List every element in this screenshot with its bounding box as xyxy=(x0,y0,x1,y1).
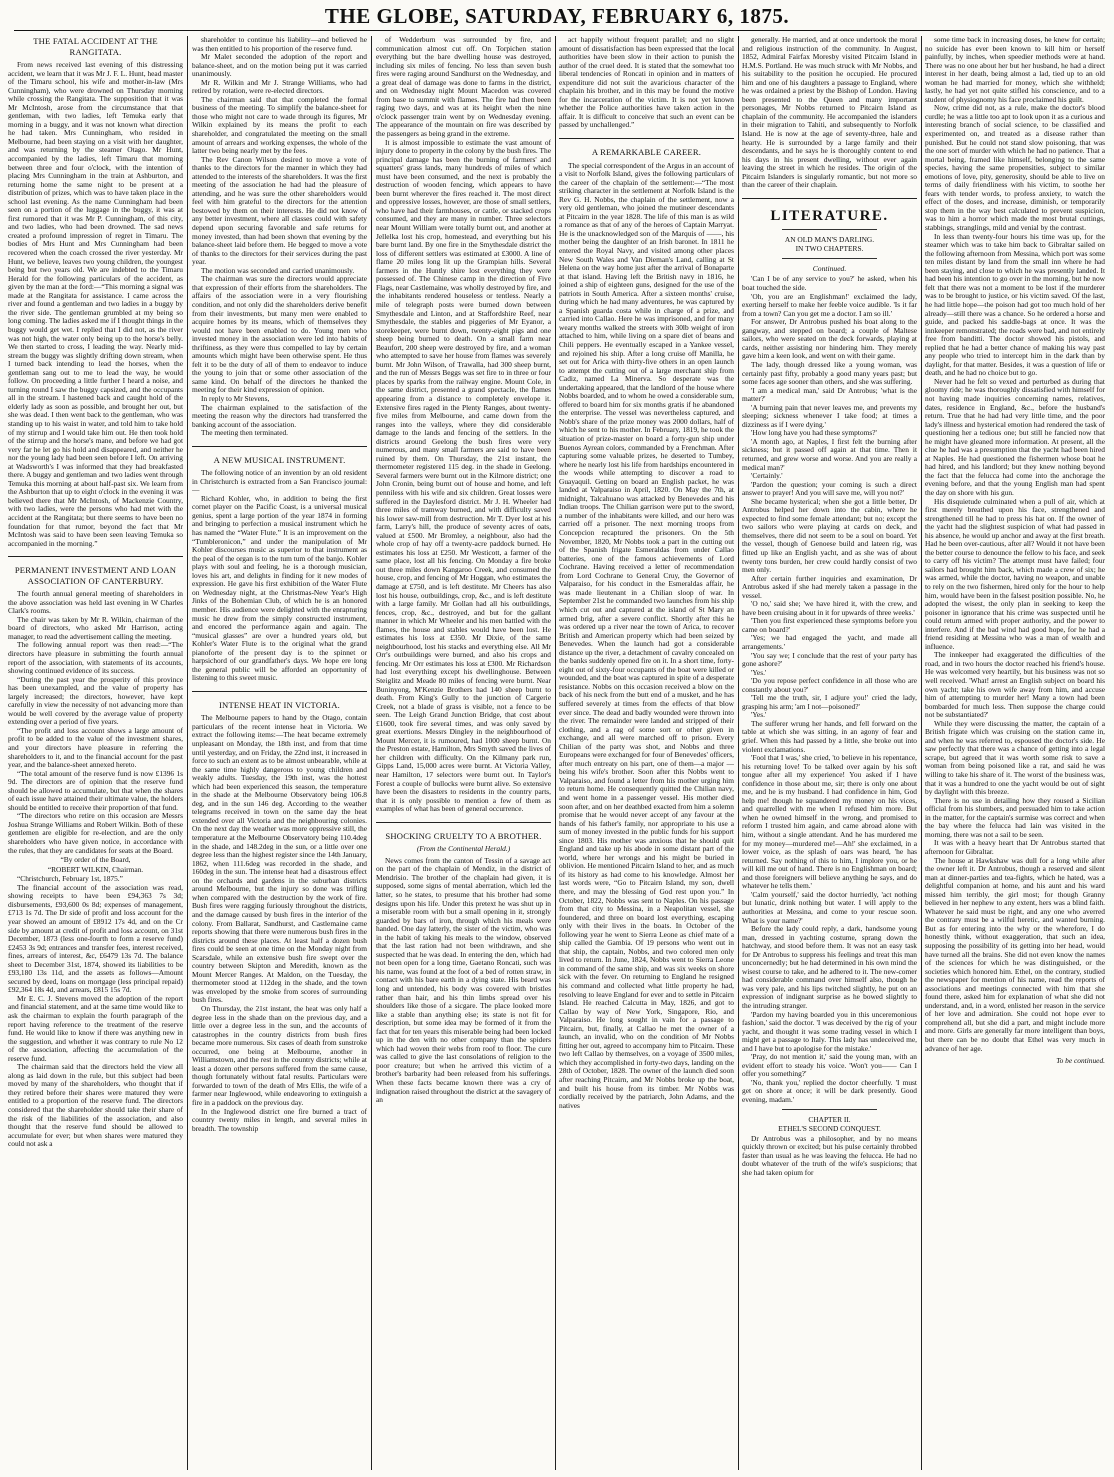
centered-line: “ROBERT WILKIN, Chairman. xyxy=(47,864,144,874)
article-paragraph: Mr Malet seconded the adoption of the report and balance-sheet, and on the motion being put it was carried unanimously. xyxy=(192,52,367,79)
article-paragraph: 'Tell me the truth, sir, I adjure you!' cried the lady, grasping his arm; 'am I not—poisoned?' xyxy=(742,693,917,711)
centered-line: IN TWO CHAPTERS. xyxy=(795,244,864,254)
section-divider xyxy=(8,556,183,557)
article-paragraph: 'A burning pain that never leaves me, and prevents my sleeping; sickness whenever I take food; at times a dizziness as if I were dying.' xyxy=(742,402,917,429)
section-divider xyxy=(376,822,551,823)
article-paragraph: 'Yes.' xyxy=(751,667,767,677)
centered-line: AN OLD MAN'S DARLING. xyxy=(784,234,875,244)
article-paragraph: The chairman explained to the satisfaction of the meeting the reason why the directors had transferred the banking account of the association. xyxy=(192,402,367,429)
column-4 xyxy=(559,36,734,1470)
continued-label: Continued. xyxy=(812,263,847,273)
article-paragraph: 'Oh, you are an Englishman!' exclaimed the lady, exerting herself to make her feeble voice audible. 'Is it far from a town? Can you get me a doctor. I am so ill.' xyxy=(742,291,917,318)
article-paragraph: It is almost impossible to estimate the vast amount of injury done to property in the colony by the bush fires. The principal damage has been the burning of farmers' and squatters' grass lands, many hundreds of miles of which must have been consumed, and the next is probably the destruction of wooden fencing, which appears to have been burnt wherever the fires reached it. The most direct and oppressive losses, however, are those of small settlers, who have had their farmhouses, or cattle, or stacked crops consumed, and they are many in number. Three selectors near Mount William were totally burnt out, and another at Jellelka lost his crop, homestead, and everything but his bare burnt land. By one fire in the Smythesdale district the loss of different settlers was estimated at £3000. A line of flame 20 miles long lit up the Grampian hills. Several farmers in the Huntly shire lost everything they were possessed of. The Chinese camp in the direction of Five Flags, near Castlemaine, was wholly destroyed by fire, and the inhabitants rendered houseless or tentless. Nearly a mile of telegraph posts were burned down between Smythesdale and Linton, and at Staffordshire Reef, near Smythesdale, the stables and piggeries of Mr Eyanor, a storekeeper, were burnt down, twenty-eight pigs and one sheep being burned to death. On a small farm near Beaufort, 200 sheep were destroyed by fire, and a woman who attempted to save her house from flames was severely burnt. Mr John Wilson, of Trawalla, had 300 sheep burnt, and the run of Messrs Beggs was set fire to in three or four places by sparks from the railway engine. Mount Cole, in the same district, presented a grand spectacle, the flames appearing from a distance to completely envelope it. Extensive fires raged in the Plenty Ranges, about twenty-five miles from Melbourne, and came down from the ranges into the valleys, where they did considerable damage to the lands and fencing of the settlers. In the districts around Geelong the bush fires were very numerous, and many small farmers are said to have been ruined by them. On Thursday, the 21st instant, the thermometer registered 115 deg. in the shade in Geelong. Several farmers were burnt out in the Kilmore district; one John Cronin, being burnt out of house and home, and left penniless with his wife and six children. Great losses were suffered in the Daylesford district. Mr J. H. Wheeler had three miles of tramway burned, and with difficulty saved his lower saw-mill from destruction. Mr T. Dyer lost at his farm, Larry's hill, the produce of seventy acres of oats, valued at £500. Mr Bromley, a neighbour, also had the whole crop of hay off a twenty-acre paddock burned. He estimates his loss at £250. Mr Westicott, a farmer of the same place, lost all his fencing. On Monday a fire broke out three miles down Kangaroo Creek, and consumed the house, crop, and fencing of Mr Hoggan, who estimates the damage at £750, and is left destitute. Mr Cheers has also lost his house, outbuildings, crop, &c., and is left destitute with a large family. Mr Gollan had all his outbuildings, fences, crop, &c., destroyed, and but for the gallant manner in which Mr Wheeler and his men battled with the flames, the house and stables would have been lost. He estimates his loss at £350. Mr Dixie, of the same neighbourhood, lost his stacks and everything else. All Mr Orr's outbuildings were burned, and also his crops and fencing. Mr Orr estimates his loss at £300. Mr Richardson had lost everything except his dwellinghouse. Between Steiglitz and Meade 80 miles of fencing were burnt. Near Buninyong, M'Kenzie Brothers had 140 sheep burnt to death. From King's Gully to the junction of Cargerie Creek, not a blade of grass is visible, not a fence to be seen. The Leigh Grand Junction Bridge, that cost about £1600, took fire several times, and was only saved by great exertions. Messrs Dingley in the neighbourhood of Mount Mercer, it is rumoured, had 1000 sheep burnt. On the Preston estate, Hamilton, Mrs Smyth saved the lives of her children with difficulty. On the Kilmany park run, Gipps Land, 15,000 acres were burnt. At Victoria Valley, near Hamilton, 17 selectors were burnt out. In Taylor's Forest a couple of bullocks were burnt alive. So extensive have been the disasters to residents in the country parts, that it is only possible to mention a few of them as examples of what has been of general occurrence. xyxy=(376,137,551,814)
article-paragraph: In reply to Mr Stevens, xyxy=(201,393,270,403)
article-paragraph: News comes from the canton of Tessin of a savage act on the part of the chaplain of Mendiz, in the district of Mendrisio. The brother of the chaplain had given, it is supposed, some signs of mental aberration, which led the latter, so he states, to presume that his brother had some designs upon his life. Under this pretext he was shut up in a miserable room with but a small opening in it, strongly guarded by bars of iron, through which his meals were handed. One day latterly, the sister of the victim, who was in the habit of taking his meals to the window, observed that the last ration had not been withdrawn, and she suspected that he was dead. In entering the den, which had not been open for a long time, Gaetano Roncati, such was his name, was found at the foot of a bed of rotten straw, in contact with his bare earth in a dying state. His beard was long and untended, his body was covered with bristles rather than hair, and his thin limbs spread over his shoulders like those of a sicgare. The place looked more like a stable than anything else; its state is not fit for description, but some idea may be formed of it from the fact that for ten years this miserable being had been locked up in the den with no other company than the spiders which had woven their webs from roof to floor. The cure was called to give the last consolations of religion to the poor creature; but when he arrived this victim of a brother's barbarity had been released from his sufferings. When these facts became known there was a cry of indignation raised throughout the district at the savagery of an xyxy=(376,855,551,1105)
article-paragraph: generally. He married, and at once undertook the moral and religious instruction of the community. In August, 1852, Admiral Fairfax Moresby visited Pitcairn Island in H.M.S. Portland. He was much struck with Mr Nobbs, and his suitability to the position he occupied. He procured him and one of his daughters a passage to England, where he was ordained a priest by the Bishop of London. Having been presented to the Queen and many important personages, Mr Nobbs returned to Pitcairn Island as chaplain of the community. He accompanied the islanders in their migration to Tahiti, and subsequently to Norfolk Island. He is now at the age of seventy-three, hale and hearty. He is surrounded by a large family and their descendants, and he says he is thoroughly content to end his days in his present dwelling, without ever again leaving the street in which he resides. The origin of the Pitcairn Islanders is singularly romantic, but not more so than the career of their chaplain. xyxy=(742,36,917,190)
article-paragraph: “The profit and loss account shows a large amount of profit to be added to the value of the investment shares, and your directors have pleasure in referring the shareholders to it, and to the financial account for the past year, and the balance-sheet annexed hereto. xyxy=(8,725,183,770)
column-1 xyxy=(8,36,183,1470)
article-paragraph: In the Inglewood district one fire burned a tract of country twenty miles in length, and several miles in breadth. The township xyxy=(192,1106,367,1133)
article-paragraph: While they were discussing the matter, the captain of a British frigate which was cruising on the station came in, and when he was referred to, espoused the doctor's side. He saw perfectly that there was a chance of getting into a legal scrape, but agreed that it was worth some risk to save a woman from being poisoned like a rat, and said he was willing to take his share of it. The worst of the business was, that it was a hundred to one the yacht would be out of sight by daylight with this breeze. xyxy=(925,718,1105,797)
article-paragraph: 'Yes; we had engaged the yacht, and made all arrangements.' xyxy=(742,633,917,651)
section-divider xyxy=(782,229,877,230)
column-rule xyxy=(371,36,372,1470)
article-paragraph: 'Can I be of any service to you?' he asked, when his boat touched the side. xyxy=(742,274,917,293)
article-headline: PERMANENT INVESTMENT AND LOAN ASSOCIATION OF CANTERBURY. xyxy=(14,565,177,586)
article-headline: SHOCKING CRUELTY TO A BROTHER. xyxy=(385,830,542,841)
article-paragraph: 'Pardon my having boarded you in this unceremonious fashion,' said the doctor. 'I was deceived by the rig of your yacht, and thought it was some trading vessel in which I might get a passage to Italy. This lady has undeceived me, and I have but to apologise for the mistake.' xyxy=(742,1009,917,1053)
article-paragraph: “Christchurch, February 1st, 1875.” xyxy=(17,874,123,884)
article-paragraph: 'Pray, do not mention it,' said the young man, with an evident effort to steady his voice. 'Won't you—— Can I offer you something?' xyxy=(742,1052,917,1079)
article-paragraph: The fourth annual general meeting of shareholders in the above association was held last evening in W Charles Clark's rooms. xyxy=(8,589,183,616)
article-paragraph: Dr Antrobus was a philosopher, and by no means quickly thrown or excited; but his pulse certainly throbbed faster than usual as he was leaving the felucca. He had no doubt whatever of the truth of the wife's suspicions; that she had taken opium for xyxy=(742,1133,917,1177)
article-paragraph: The Rev Canon Wilson desired to move a vote of thanks to the directors for the manner in which they had attended to the interests of the shareholders. It was the first meeting of the association he had had the pleasure of attending, and he was sure the other shareholders would feel with him grateful to the directors for the attention bestowed by them on their interests. He did not know of any better investment, where all classes could with safety depend upon securing favorable and safe returns for money invested, than had been shown that evening by the balance-sheet laid before them. He begged to move a vote of thanks to the directors for their services during the past year. xyxy=(192,154,367,267)
section-divider xyxy=(782,1109,877,1110)
newspaper-masthead: THE GLOBE, SATURDAY, FEBRUARY 6, 1875. xyxy=(14,4,1100,31)
article-paragraph: 'Fool that I was,' she cried, 'to believe in his repentance, his returning love! To be talked over again by his soft tongue after all my experience! You asked if I have confidence in those about me, sir; there is only one about me, and he is my husband. I had confidence in him, God help me! though he squandered my money on his vices, and quarrelled with me when I refused him more. But when he owned himself in the wrong, and promised to reform I trusted him again, and came abroad alone with him, without a single attendant. And he has murdered me for my money—murdered me!—Ah!' she exclaimed, in a lower voice, as the splash of oars was heard, 'he has returned. Say nothing of this to him, I implore you, or he will kill me out of hand. There is no Englishman on board; and those foreigners will believe anything he says, and do whatever he tells them.' xyxy=(742,753,917,891)
article-paragraph: shareholder to continue his liability—and believed he was then entitled to his proportion of the reserve fund. xyxy=(192,36,367,53)
article-paragraph: of Wedderburn was surrounded by fire, and communication almost cut off. On Torpichen station everything but the bare dwelling house was destroyed, including six miles of fencing. No less than seven bush fires were raging around Sandhurst on the Wednesday, and a great deal of damage was done to farms in the district, and on Wednesday night Mount Macedon was covered from base to summit with flames. The fire had then been raging two days, and was at its height when the nine o'clock passenger train went by on Wednesday evening. The appearance of the mountain on fire was described by the passengers as being grand in the extreme. xyxy=(376,36,551,139)
column-3 xyxy=(376,36,551,1470)
article-paragraph: In less than twenty-four hours his time was up, for the steamer which was to take him back to Gibraltar sailed on the following afternoon from Messina, which port was some ten miles distant by land from the small inn where he had been staying, and close to which he was presently landed. It had been his intention to go over in the morning, but he now felt that there was not a moment to be lost if the murderer was to be brought to justice, or his victim saved. Of the last, he had little hope—the poison had got too much hold of her already—still there was a chance. So he ordered a horse and guide, and packed his saddle-bags at once. It was the innkeeper remonstrated; the roads were bad, and not entirely free from banditti. The doctor showed his pistols, and replied that he had a better chance of making his way past any people who tried to intercept him in the dark than by daylight, for that matter. Besides, it was a question of life or death, and he had no choice but to go. xyxy=(925,231,1105,378)
article-paragraph: Now, crime did not, as a rule, make the doctor's blood curdle; he was a little too apt to look upon it as a curious and interesting branch of social science, to be classified and experimented on, and treated as a disease rather than punished. But he could not stand slow poisoning, that was the one sort of murder with which he had no patience. That a mortal being, framed like himself, belonging to the same species, having the same propensities, subject to similar emotions of love, pity, generosity, should be able to live on terms of daily friendliness with his victim, to soothe her fears with tender words, to profess anxiety, to watch the effect of the doses, and increase, diminish, or temporarily stop them in the way best calculated to prevent suspicion, was to him a horror which made the most brutal cuttings, stabbings, stranglings, mild and venial by the contrast. xyxy=(925,103,1105,233)
column-rule xyxy=(921,36,922,1470)
section-divider xyxy=(192,446,367,447)
article-paragraph: Mr R. Wilkin and Mr J. Strange Williams, who had retired by rotation, were re-elected directors. xyxy=(192,77,367,96)
article-paragraph: The meeting then terminated. xyxy=(201,428,289,438)
article-paragraph: 'Pardon the question; your coming is such a direct answer to prayer! And you will save me, will you not?' xyxy=(742,479,917,498)
article-paragraph: Before the lady could reply, a dark, handsome young man, dressed in yachting costume, sprang down the hatchway, and stood before them. It was not an easy task for Dr Antrobus to suppress his feelings and treat this man unconcernedly; but he had determined in his own mind the wisest course to take, and he adhered to it. The new-comer had considerable command over himself also, though he was very pale, and his lips twitched slightly, he put on an expression of indignant surprise as he bowed slightly to the intruding stranger. xyxy=(742,924,917,1010)
article-paragraph: The special correspondent of the Argus in an account of a visit to Norfolk Island, gives the following particulars of the career of the chaplain of the settlement:—“The most striking character in the settlement at Norfolk Island is the Rev G. H. Nobbs, the chaplain of the settlement, now a very old gentleman, who joined the mutineer descendants at Pitcairn in the year 1828. The life of this man is as wild a romance as that of any of the heroes of Captain Marryat. He is the unacknowledged son of the Marquis of ——, his mother being the daughter of an Irish baronet. In 1811 he entered the Royal Navy, and visited among other places New South Wales and Van Dieman's Land, calling at St Helena on the way home just after the arrival of Bonaparte at that island. Having left the British navy in 1816, he joined a ship of eighteen guns, designed for the use of the patriots in South America. After a sixteen months' cruise, during which he had many adventures, he was captured by a Spanish guarda costa while in charge of a prize, and carried into Callao. Here he was imprisoned, and for many weary months walked the streets with 30lb weight of iron attached to him, while living on a spare diet of beans and Chili peppers. He eventually escaped in a Yankee vessel, and rejoined his ship. After a long cruise off Manilla, he set out for Arica with thirty-five others in an open launch to attempt the cutting out of a large merchant ship from Cadiz, named La Minerva. So desperate was the undertaking appeared, that the landlord of the house where Nobbs boarded, and to whom he owed a considerable sum, offered to board him for six months gratis if he abandoned the enterprise. The vessel was nevertheless captured, and Nobb's share of the prize money was 2000 dollars, half of which he sent to his mother. In February, 1819, he took the situation of prize-master on board a forty-gun ship under Buenos Ayrean colors, commanded by a Frenchman. After capturing some valuable prizes, he deserted to Tumbey, where he nearly lost his life from hardships encountered in the woods while attempting to discover a road to Guayaquil. Getting on board an English packet, he was landed at Valparaiso in April, 1820. On May the 7th, at midnight, Talcahuano was attacked by Benevedes and his Indian troops. The Chilian garrison were put to the sword, a number of the inhabitants were killed, and our hero was carried off a prisoner. The next morning troops from Concepcion recaptured the prisoners. On the 5th November, 1820, Mr Nobbs took a part in the cutting out of the Spanish frigate Esmeraldas from under Callao batteries, one of the famous achievements of Lord Cochrane. Having received a letter of recommendation from Lord Cochrane to General Cruy, the Governor of Valparaiso, for his conduct in the Esmeraldas affair, he was made lieutenant in a Chilian sloop of war. In September 21st he commanded two launches from his ship which cut out and captured at the island of St Mary an armed brig, after a severe conflict. Shortly after this he was ordered up a river near the town of Arica, to recover British and American property which had been seized by Benevedes. When the launch had got a considerable distance up the river, a detachment of cavalry concealed on the banks suddenly opened fire on it. In a short time, forty-eight out of sixty-four occupants of the boat were killed or wounded, and the boat was captured in spite of a desperate resistance. Nobbs on this occasion received a blow on the back of his neck from the butt end of a musket, and he has suffered severely at times from the effects of that blow ever since. The dead and badly wounded were thrown into the river. The remainder were landed and stripped of their clothing, and a rag of some sort or other given in exchange, and all were marched off to prison. Every Chilian of the party was shot, and Nobbs and three Europeans were exchanged for four of Benevedes' officers, after much entreaty on his part, one of them—a major —being his wife's brother. Soon after this Nobbs went to Valparaiso, and found a letter from his mother urging him to return home. He consequently quitted the Chilian navy, and went home in a passenger vessel. His mother died soon after, and on her deathbed exacted from him a solemn promise that he would never accept of any favour at the hands of his father's family, nor appropriate to his use a sum of money invested in the public funds for his support since 1803. His mother was anxious that he should quit England and take up his abode in some distant part of the world, where her wrongs and his might be buried in oblivion. He mentioned Pitcairn Island to her, and as much of its history as had come to his knowledge. Almost her last words were, “Go to Pitcairn Island, my son, dwell there, and may the blessing of God rest upon you.” In October, 1822, Nobbs was sent to Naples. On his passage from that city to Messina, in a Neapolitan vessel, she foundered, and three on board lost everything, escaping only with their lives in the boats. In October of the following year he went to Sierra Leone as chief mate of a ship called the Gambia. Of 19 persons who went out in that ship, the captain, Nobbs, and two colored men only lived to return. In June, 1824, Nobbs went to Sierra Leone in command of the same ship, and was six weeks on shore sick with the fever. On returning to England he resigned his command and collected what little property he had, resolving to leave England for ever and to settle in Pitcairn Island. He reached Calcutta in May, 1826, and got to Callao by way of New York, Singapore, Rio, and Valparaiso. He long sought in vain for a passage to Pitcairn, but, finally, at Callao he met the owner of a launch, an invalid, who on the condition of Mr Nobbs fitting her out, agreed to accompany him to Pitcairn. These two left Callao by themselves, on a voyage of 3500 miles, which they accomplished in forty-two days, landing on the 28th of October, 1828. The owner of the launch died soon after reaching Pitcairn, and Mr Nobbs broke up the boat, and built his house from its timber. Mr Nobbs was cordially received by the patriarch, John Adams, and the natives xyxy=(559,160,734,1110)
column-5 xyxy=(742,36,917,1470)
article-paragraph: The lady, though dressed like a young woman, was certainly past fifty, probably a good many years past; but some faces age sooner than others, and she was suffering. xyxy=(742,359,917,387)
section-divider xyxy=(559,138,734,139)
article-paragraph: 'How long have you had these symptoms?' xyxy=(751,428,877,438)
article-paragraph: After certain further inquiries and examination, Dr Antrobus asked if she had merely taken a passage in the vessel. xyxy=(742,573,917,600)
section-title: LITERATURE. xyxy=(770,207,889,224)
article-headline: A NEW MUSICAL INSTRUMENT. xyxy=(213,454,346,465)
article-paragraph: 'Calm yourself,' said the doctor hurriedly, 'act nothing but lunatic, drink nothing but water. I will apply to the authorities at Messina, and come to your rescue soon. What is your name?' xyxy=(742,889,917,925)
article-paragraph: Never had he felt so vexed and perturbed as during that gloomy ride; he was thoroughly dissatisfied with himself for not having made inquiries concerning names, relatives, dates, residence in England, &c., before the husband's return. True that he had had very little time, and the poor lady's illness and hysterical emotion had rendered the task of questioning her a tedious one; but still he fancied now that he might have gleaned more information. At present, all the clue he had was a presumption that the yacht had been hired at Naples. He had questioned the fishermen whose boat he had hired, and his landlord; but they knew nothing beyond the fact that the felucca had come into the anchorage the evening before, and that the young English man had spent the day on shore with his gun. xyxy=(925,376,1105,497)
section-divider xyxy=(782,258,877,259)
article-paragraph: The financial account of the association was read, showing receipts to have been £94,363 7s 3d; disbursements, £93,600 0s 8d; expenses of management, £713 1s 7d. The Dr side of profit and loss account for the year showed an amount of £8912 17s 4d, and on the Cr side by amount at credit of profit and loss account, on 31st December, 1873 (less one-fourth to form a reserve fund) £2453 3s 9d; entrances and transfer fees, interest received, fines, arrears of interest, &c, £6479 13s 7d. The balance sheet to December 31st, 1874, showed its liabilities to be £93,180 13s 11d, and the assets as follows—Amount secured by deed, loans on mortgage (less principal repaid) £92,364 18s 4d, and arrears, £815 15s 7d. xyxy=(8,882,183,995)
to-be-continued: To be continued. xyxy=(1056,1056,1105,1066)
centered-line: “By order of the Board, xyxy=(60,855,131,865)
article-source: (From the Continental Herald.) xyxy=(416,844,511,854)
article-paragraph: The chairman said that that completed the formal business of the meeting. To simplify the balance-sheet for those who might not care to wade through its figures, Mr Wilkin explained by its means the profit to each shareholder, and congratulated the meeting on the small amount of arrears and working expenses, the whole of the latter two being nearly met by the fees. xyxy=(192,94,367,156)
article-paragraph: “The total amount of the reserve fund is now £1396 1s 9d. The directors are of opinion that the reserve fund should be allowed to accumulate, but that when the shares of each issue have attained their ultimate value, the holders should be entitled to receive their proportion of that fund. xyxy=(8,768,183,812)
article-paragraph: The Melbourne papers to hand by the Otago, contain particulars of the recent intense heat in Victoria. We extract the following items:—The heat became extremely unpleasant on Monday, the 18th inst, and from that time until yesterday, and on Friday, the 22nd inst, it increased in force to such an extent as to be almost unbearable, while at the same time highly dangerous to young children and weakly adults. Tuesday, the 19th inst, was the hottest which had been experienced this season, the temperature in the shade at the Melbourne Observatory being 106.8 deg, and in the sun 146 deg. According to the weather telegrams received in town on the same day the heat extended over all Victoria and the neighbouring colonies. On the next day the weather was more oppressive still, the temperature at the Melbourne Observatory being 110.4deg in the shade, and 148.2deg in the sun, or a little over one degree less than the highest register since the 14th January, 1862, when 111.6deg was recorded in the shade, and 160deg in the sun. The intense heat had a disastrous effect on the orchards and gardens in the suburban districts around Melbourne, but the injury so done was trifling when compared with the destruction by the work of fire. Bush fires were ragging furiously throughout the districts, and the damage caused by bush fires in the interior of the colony. From Ballarat, Sandhurst, and Castlemaine came reports showing that there were numerous bush fires in the districts around these places. At least half a dozen bush fires could be seen at one time on the Monday night from Scarsdale, while an extensive bush fire swept over the country between Skipton and Meredith, known as the Mount Mercer Ranges. At Maldon, on the Tuesday, the thermometer stood at 112deg in the shade, and the town was enveloped by the smoke from scores of surrounding bush fires. xyxy=(192,713,367,1005)
column-6 xyxy=(925,36,1105,1470)
article-paragraph: “The directors who retire on this occasion are Messrs Joshua Strange Williams and Robert Wilkin. Both of these gentlemen are eligible for re-election, and are the only shareholders who have given notice, in accordance with the rules, that they are candidates for seats at the Board. xyxy=(8,811,183,855)
article-paragraph: Richard Kohler, who, in addition to being the first cornet player on the Pacific Coast, is a universal musical genius, spent a large portion of the year 1874 in forming and bringing to perfection a musical instrument which he has named the “Water Flute.” It is an improvement on the “Tumbleronicon,” and under the manipulation of Mr Kohler discourses music as superior to that instrument as the peal of the organ is to the tum tum of the banjo. Kohler plays with soul and feeling, he is a thorough musician, loves his art, and delights in finding for it new modes of expression. He gave his first exhibition of the Water Flute on Wednesday night, at the Christmas-New Year's High Jinks of the Bohemian Club, of which he is an honored member. His audience were delighted with the enrapturing music he drew from the simply constructed instrument, and encored the performance again and again. The “musical glasses” are over a hundred years old, but Kohler's Water Flute is to the original what the grand pianoforte of the present day is to the spinnet or harpsichord of our grandfather's days. We hope ere long the general public will be afforded an opportunity of listening to this sweet music. xyxy=(192,493,367,683)
article-paragraph: 'Do you repose perfect confidence in all those who are constantly about you?' xyxy=(742,676,917,694)
column-rule xyxy=(738,36,739,1470)
article-headline: A REMARKABLE CAREER. xyxy=(591,147,702,158)
article-paragraph: From news received last evening of this distressing accident, we learn that it was Mr J. F. L. Hunt, head master of the Timaru school, his wife and mother-in-law (Mrs Cunningham), who were drowned on Thursday morning while crossing the Rangitata. The supposition that it was Mr McIntosh, arose from the circumstance that that gentleman, with two ladies, left Temuka early that morning in a buggy, and it was not known what direction he had taken. Mrs Cunningham, who resided in Melbourne, had been staying on a visit with her daughter, and was returning by the steamer Otago. Mr Hunt, accompanied by the ladies, left Timaru that morning between three and four o'clock, with the intention of placing Mrs Cunningham in the train at Ashburton, and returning home the same night to be present at a distribution of prizes, which was to have taken place in the school last evening. As the name Cunningham had been seen on a portion of the luggage in the buggy, it was at first rumored that it was Mr P. Cunningham, of this city, and two ladies, who had been drowned. The sad news created a profound impression of regret in Timaru. The bodies of Mrs Hunt and Mrs Cunningham had been recovered when the coach crossed the river yesterday. Mr Hunt, we believe, leaves two young children, the youngest being but two years old. We are indebted to the Timaru Herald for the following particulars of the accident, as given by the man at the ford:—“This morning a signal was made at the Rangitata for assistance. I came across the river and found a gentleman and two ladies in a buggy by the river side. The gentleman grumbled at my being so long coming. The ladies asked me if I thought things in the buggy would get wet. I replied that I did not, as the river was not high, the water only being up to the horse's belly. We then started to cross, I leading the way. Nearly mid-stream the buggy was slightly drifting down stream, when I turned back intending to lead the horses, when the gentleman sang out to me to lead the way, he would follow. On proceeding a little further I heard a noise, and turning round I saw the buggy capsized, and the occupants all in the stream. I hastened back and caught hold of the elderly lady as soon as possible, and brought her out, but she was dead. I then went back to the gentleman, who was standing up to his waist in water, and told him to take hold of my stirrup and I would take him out. He then took hold of the stirrup and the horse's mane, and before we had got very far he let go his hold and disappeared, and neither he nor the young lady had been seen before I left. On arriving at Wadsworth's I was informed that they had breakfasted there. A buggy and gentleman and two ladies went through Temuka this morning at about half-past six. We learn from the Ashburton that up to eight o'clock in the evening it was believed there that Mr McIntosh, of Mackenzie Country, with two ladies, were the persons who had met with the accident at the Rangitata; but there seems to have been no foundation for that rumor, beyond the fact that Mr McIntosh was said to have been seen leaving Temuka so accompanied in the morning.” xyxy=(8,60,183,548)
article-paragraph: 'O no,' said she; 'we have hired it, with the crew, and have been cruising about in it for upwards of three weeks.' xyxy=(742,599,917,617)
section-divider xyxy=(742,198,917,199)
article-paragraph: On Thursday, the 21st instant, the heat was only half a degree less in the shade than on the previous day, and a little over a degree less in the sun, and the accounts of catastrophes in the country districts from bush fires became more numerous. Six cases of death from sunstroke occurred, one being at Melbourne, another in Williamstown, and the rest in the country districts; while at least a dozen other persons suffered from the same cause, though fortunately without fatal results. Particulars were forwarded to town of the death of Mrs Ellis, the wife of a farmer near Inglewood, while endeavoring to extinguish a fire in a paddock on the previous day. xyxy=(192,1003,367,1107)
article-paragraph: For answer, Dr Antrobus pushed his boat along to the gangway, and stepped on board; a couple of Maltese sailors, who were seated on the deck forwards, playing at cards, neither assisting nor hindering him. They merely gave him a keen look, and went on with their game. xyxy=(742,317,917,361)
article-paragraph: His disquietude culminated when a pull of air, which at first merely breathed upon his face, strengthened and strengthened till he had to press his hat on. If the owner of the yacht had the slightest suspicion of what had passed in his absence, he would up anchor and away at the first breath. Had he been over-cautious, after all? Would it not have been the better course to denounce the fellow to his face, and seek to carry off his victim? The attempt must have failed; four sailors had brought him back, which made a crew of six; he was armed, while the doctor, having no weapon, and unable to rely on the two fishermen, hired only for the hour to help him, would have been in the falsest position possible. No, he adopted the wisest, the only plan in seeking to keep the poisoner in ignorance that his crime was suspected until he could return armed with proper authority, and the power to interfere. And if the bad wind had good hope, for he had a friend residing at Messina who was a man of wealth and influence. xyxy=(925,496,1105,651)
article-paragraph: 'I am a medical man,' said Dr Antrobus; 'what is the matter?' xyxy=(742,385,917,404)
column-rule xyxy=(187,36,188,1470)
article-paragraph: It was with a heavy heart that Dr Antrobus started that afternoon for Gibraltar. xyxy=(925,838,1105,856)
article-paragraph: The following annual report was then read:—“The directors have pleasure in submitting the fourth annual report of the association, with statements of its accounts, showing continued evidence of its success. xyxy=(8,640,183,676)
article-paragraph: The chairman said that the directors held the view all along as laid down in the rule, but this subject had been moved by many of the shareholders, who thought that if they retired before their shares were matured they were entitled to a proportion of the reserve fund. The directors considered that the shareholder should take their share of the risk of the liabilities of the association, and also thought that the reserve fund should be allowed to accumulate for ever; but when shares were matured they could not ask a xyxy=(8,1062,183,1149)
article-paragraph: act happily without frequent parallel; and no slight amount of dissatisfaction has been expressed that the local authorities have been slow in their action to punish the author of the cruel deed. It is stated that the somewhat too liberal tendencies of Roncati in opinion and in matters of expenditure did not suit the avaricious character of the chaplain his brother, and in this may be found the motive for the incarceration of the victim. It is not yet known whether the Police authorities have taken action in the affair. It is difficult to conceive that such an event can be passed by unchallenged.” xyxy=(559,36,734,130)
article-paragraph: The chairman was sure the directors would appreciate that expression of their efforts from the shareholders. The affairs of the association were in a very flourishing condition, and not only did the shareholders derive benefit from their investments, but many men were enabled to acquire homes by its means, which of themselves they would not have been enabled to do. Young men who invested money in the association were led into habits of thriftiness, as they were thus compelled to lay by certain amounts which might have been otherwise spent. He thus felt it to be the duty of all of them to endeavor to induce the young to join that or some other association of the same kind. On behalf of the directors he thanked the meeting for their kind expression of opinion. xyxy=(192,274,367,395)
article-paragraph: The sufferer wrung her hands, and fell forward on the table at which she was sitting, in an agony of fear and grief. When this had passed by a little, she broke out into violent exclamations. xyxy=(742,718,917,754)
article-paragraph: The chair was taken by Mr R. Wilkin, chairman of the board of directors, who asked Mr Harrison, acting manager, to read the advertisement calling the meeting. xyxy=(8,614,183,641)
article-paragraph: “During the past year the prosperity of this province has been unexampled, and the value of property has largely increased; the directors, however, have kept carefully in view the necessity of not advancing more than would be well covered by the average value of property extending over a period of five years. xyxy=(8,674,183,727)
article-paragraph: Mr E. C. J. Stevens moved the adoption of the report and financial statement, and at the same time would like to ask the chairman to explain the fourth paragraph of the report having reference to the treatment of the reserve fund. He would like to know if there was anything new in the suggestion, and whether it was contrary to rule No 12 of the association, affecting the accumulation of the reserve fund. xyxy=(8,993,183,1063)
column-2 xyxy=(192,36,367,1470)
article-paragraph: some time back in increasing doses, he knew for certain; no suicide has ever been known to kill him or herself painfully, by inches, when speedier methods were at hand. There was no one about her but her husband, he had a direct interest in her death, being almost a lad, tied up to an old woman he had married for money, which she withheld; lastly, he had yet not quite stifled his conscience, and to a student of physiognomy his face proclaimed his guilt. xyxy=(925,36,1105,104)
section-divider xyxy=(192,691,367,692)
article-paragraph: 'Certainly.' xyxy=(751,471,783,481)
article-headline: INTENSE HEAT IN VICTORIA. xyxy=(218,699,340,710)
article-paragraph: The motion was seconded and carried unanimously. xyxy=(201,265,355,275)
article-headline: THE FATAL ACCIDENT AT THE RANGITATA. xyxy=(33,36,158,57)
article-paragraph: She became hysterical; when she got a little better, Dr Antrobus helped her down into the cabin, where he expected to find some female attendant; but no; except the two sailors who were playing at cards on deck, and themselves, there did not seem to be a soul on board. Yet the vessel, though of Genoese build and lateen rig, was fitted up like an English yacht, and as she was of about twenty tons burden, her crew could hardly consist of two men only. xyxy=(742,496,917,575)
article-paragraph: 'A month ago, at Naples, I first felt the burning after sickness; but it passed off again at that time. Then it returned, and grew worse and worse. And you are really a medical man?' xyxy=(742,436,917,472)
article-paragraph: The following notice of an invention by an old resident in Christchurch is extracted from a San Francisco journal:— xyxy=(192,468,367,495)
article-paragraph: The innkeeper had exaggerated the difficulties of the road, and in two hours the doctor reached his friend's house. He was welcomed very heartily, but his business was not so well received. 'What! arrest an English subject on board his own yacht; take his own wife away from him, and accuse him of attempting to murder her! Many a town had been bombarded for much less. Then suppose the charge could not be substantiated?' xyxy=(925,650,1105,720)
article-paragraph: The house at Hawkshaw was dull for a long while after the owner left it. Dr Antrobus, though a reserved and silent man at dinner-parties and tea-fights, which he hated, was a delightful companion at home, and his aunt and his ward missed him terribly, the girl most; for though Granny believed in her nephew to any extent, hers was a blind faith. Whatever he said must be right, and any one who averred the contrary must be a wilful heretic, and wanted burning. But as for entering into the why or the wherefore, I do honestly think, without exaggeration, that such an idea, supposing the possibility of its getting into her head, would have turned all the brains. She did not even know the names of the sciences for which he was distinguished, or the societies which honored him. Ethel, on the contrary, studied the newspaper for mention of his name, read the reports of associations and meetings connected with him that she found there, asked him for explanation of what she did not understand, and, in a word, enlisted her reason in the service of her love and admiration. She could not hope ever to comprehend all, but she did a part, and might include more and more. Girls are generally far more intelligent than boys, but there can be no doubt that Ethel was very much in advance of her age. xyxy=(925,855,1105,1053)
centered-line: CHAPTER II. xyxy=(808,1114,851,1124)
centered-line: ETHEL'S SECOND CONQUEST. xyxy=(778,1124,881,1134)
article-paragraph: 'Then you first experienced these symptoms before you came on board?' xyxy=(742,616,917,634)
column-rule xyxy=(555,36,556,1470)
article-paragraph: 'No, thank you,' replied the doctor cheerfully. 'I must get on shore at once; it will be dark presently. Good evening, madam.' xyxy=(742,1077,917,1104)
article-paragraph: There is no use in detailing how they roused a Sicilian official from his slumbers, and persuaded him to take action in the matter, for the captain's surmise was correct and when the bay where the felucca had lain was visited in the morning, there was not a sail to be seen. xyxy=(925,795,1105,839)
article-paragraph: 'Yes.' xyxy=(751,710,767,720)
article-paragraph: 'You say we; I conclude that the rest of your party has gone ashore?' xyxy=(742,650,917,669)
